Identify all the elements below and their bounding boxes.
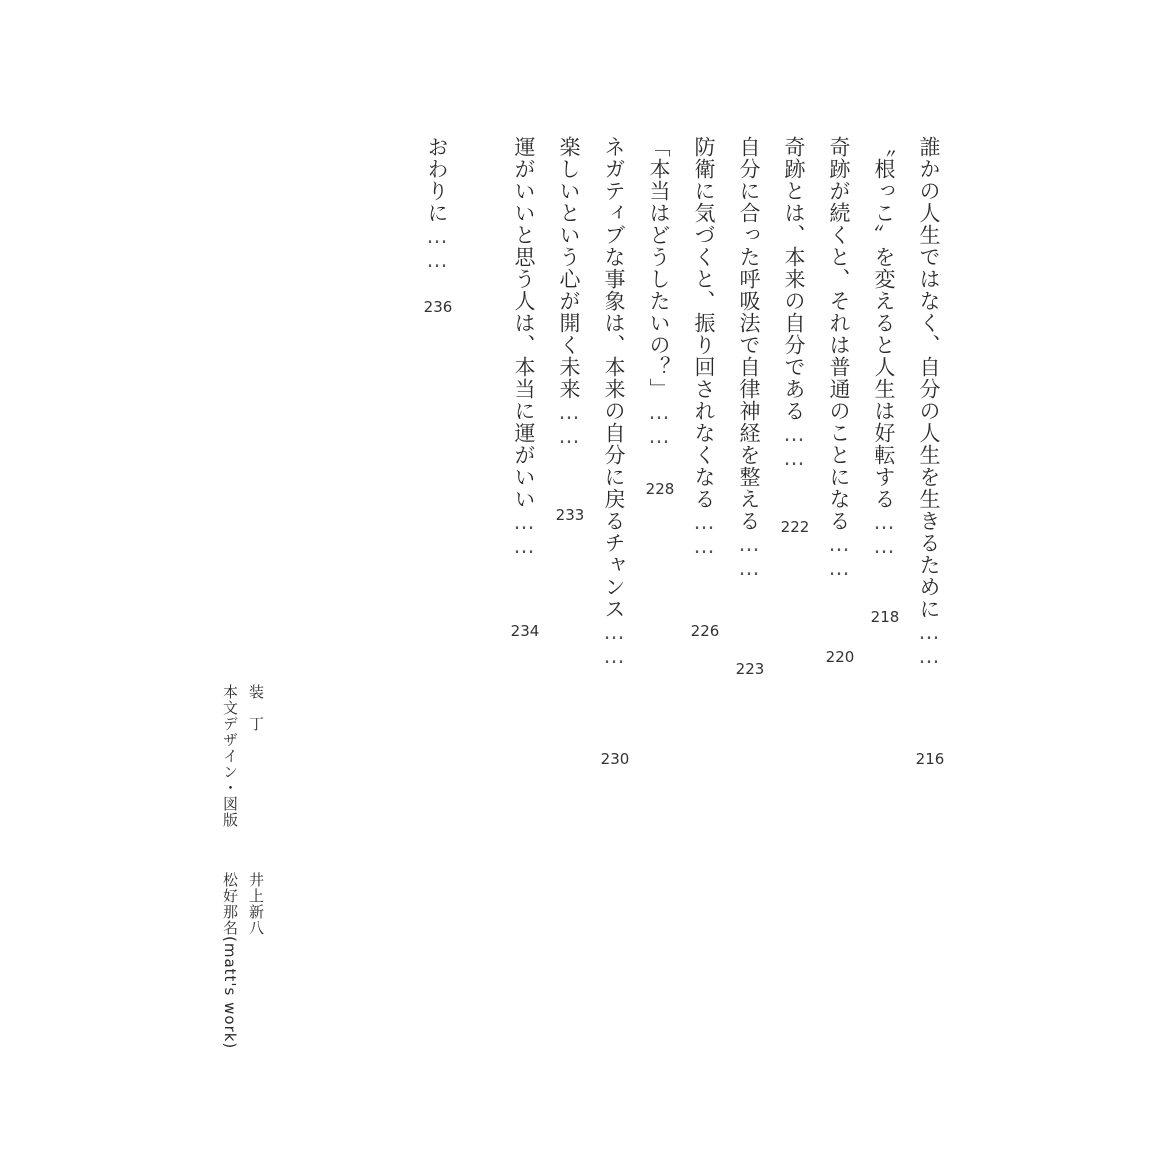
toc-page-number: 216 xyxy=(915,750,945,768)
toc-entry-5[interactable] xyxy=(738,136,759,580)
toc-leader: …… xyxy=(512,510,536,558)
toc-leader: …… xyxy=(692,510,716,558)
toc-title: 誰かの人生ではなく、自分の人生を生きるために xyxy=(917,136,941,620)
toc-entry-9[interactable] xyxy=(558,136,579,448)
credit-design-name xyxy=(222,872,237,1049)
credit-design-name-jp: 松好那名 xyxy=(221,872,239,936)
toc-leader: …… xyxy=(827,532,851,580)
toc-entry-11[interactable] xyxy=(426,136,447,272)
toc-page-number: 222 xyxy=(780,518,810,536)
toc-entry-7[interactable] xyxy=(648,136,669,448)
toc-leader: …… xyxy=(917,620,941,668)
toc-title: 防衛に気づくと、振り回されなくなる xyxy=(692,136,716,510)
toc-entry-6[interactable] xyxy=(693,136,714,558)
toc-title: 奇跡が続くと、それは普通のことになる xyxy=(827,136,851,532)
toc-page-number: 226 xyxy=(690,622,720,640)
toc-title: 運がいいと思う人は、本当に運がいい xyxy=(512,136,536,510)
toc-page-number: 218 xyxy=(870,608,900,626)
toc-title: ネガティブな事象は、本来の自分に戻るチャンス xyxy=(602,136,626,620)
toc-title: 「本当はどうしたいの？」 xyxy=(647,136,671,400)
toc-title: 楽しいという心が開く未来 xyxy=(557,136,581,400)
toc-title: 〝根っこ〟を変えると人生は好転する xyxy=(872,136,896,510)
toc-entry-2[interactable] xyxy=(873,136,894,558)
toc-page-number: 223 xyxy=(735,660,765,678)
toc-leader: …… xyxy=(782,422,806,470)
credit-binding-name: 井上新八 xyxy=(247,872,265,936)
toc-leader: …… xyxy=(557,400,581,448)
credit-design-name-en: (matt's work) xyxy=(221,936,239,1050)
credit-design-label: 本文デザイン・図版 xyxy=(221,684,239,828)
credit-binding-label: 装 丁 xyxy=(247,684,265,732)
toc-page-number: 234 xyxy=(510,622,540,640)
toc-page-number: 236 xyxy=(423,298,453,316)
toc-page-number: 228 xyxy=(645,480,675,498)
toc-leader: …… xyxy=(737,532,761,580)
toc-entry-1[interactable] xyxy=(918,136,939,668)
toc-page-number: 233 xyxy=(555,506,585,524)
toc-leader: …… xyxy=(872,510,896,558)
toc-page-number: 220 xyxy=(825,648,855,666)
toc-title: 奇跡とは、本来の自分である xyxy=(782,136,806,422)
toc-leader: …… xyxy=(602,620,626,668)
toc-entry-8[interactable] xyxy=(603,136,624,668)
toc-entry-10[interactable] xyxy=(513,136,534,558)
toc-leader: …… xyxy=(647,400,671,448)
toc-entry-3[interactable] xyxy=(828,136,849,580)
toc-leader: …… xyxy=(425,224,449,272)
toc-title: 自分に合った呼吸法で自律神経を整える xyxy=(737,136,761,532)
toc-title: おわりに xyxy=(425,136,449,224)
toc-entry-4[interactable] xyxy=(783,136,804,470)
toc-page-number: 230 xyxy=(600,750,630,768)
